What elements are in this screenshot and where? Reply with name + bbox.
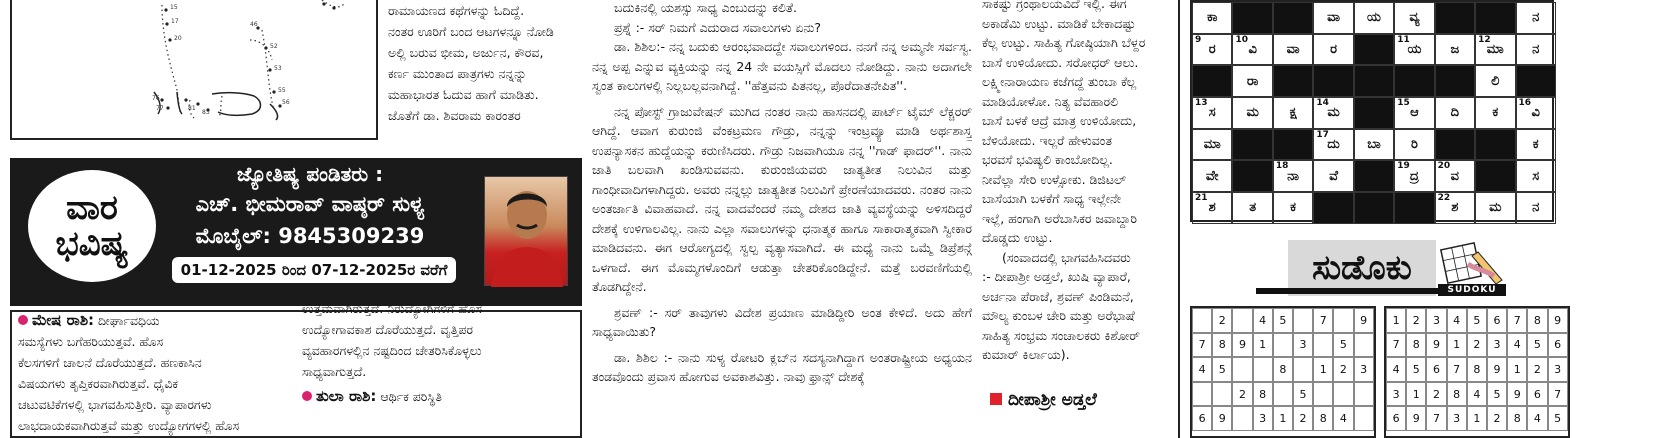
clue-number: 13 bbox=[1195, 98, 1208, 109]
sudoku-cell: 4 bbox=[1467, 382, 1487, 407]
text-line: ಕುಮಾರ್ ಕಿರ್ಲಾಯ). bbox=[982, 347, 1070, 362]
sudoku-cell: 9 bbox=[1406, 406, 1426, 431]
clue-number: 21 bbox=[1195, 193, 1208, 204]
cell-letter: ದಿ bbox=[1450, 105, 1460, 121]
crossword-block bbox=[1394, 65, 1434, 97]
sudoku-title: ಸುಡೊಕು bbox=[1288, 240, 1436, 296]
sudoku-cell: 8 bbox=[1273, 357, 1293, 382]
cell-letter: ಕ bbox=[1290, 200, 1297, 216]
crossword-cell bbox=[1192, 192, 1232, 224]
clue-number: 11 bbox=[1397, 34, 1410, 45]
crossword-block bbox=[1394, 192, 1434, 224]
cell-letter: ವೇ bbox=[1205, 168, 1219, 184]
author-name: ದೀಪಾಶ್ರೀ ಅಡ್ತಲೆ bbox=[1008, 390, 1097, 410]
svg-text:15: 15 bbox=[170, 4, 178, 11]
crossword-cell bbox=[1354, 129, 1394, 161]
cell-letter: ನ bbox=[1532, 10, 1540, 26]
svg-text:20: 20 bbox=[174, 35, 182, 42]
sudoku-cell bbox=[1313, 333, 1333, 358]
sudoku-cell: 3 bbox=[1293, 333, 1313, 358]
sudoku-cell: 6 bbox=[1487, 308, 1507, 333]
sudoku-cell: 8 bbox=[1527, 308, 1547, 333]
text-line: ಬಾಸೆ ಬಳಕೆ ಆದ್ರೆ ಮಾತ್ರ ಉಳಿಯೋದು, bbox=[982, 113, 1137, 128]
sudoku-cell bbox=[1354, 382, 1374, 407]
clue-number: 19 bbox=[1397, 161, 1410, 172]
astrologer-label: ಜ್ಯೋತಿಷ್ಯ ಪಂಡಿತರು : bbox=[236, 162, 384, 186]
sudoku-cell: 5 bbox=[1548, 406, 1568, 431]
sudoku-cell: 9 bbox=[1426, 333, 1446, 358]
cell-letter: ವಾ bbox=[1327, 10, 1340, 26]
bullet-icon bbox=[18, 315, 28, 325]
sudoku-cell: 9 bbox=[1507, 382, 1527, 407]
sudoku-cell: 3 bbox=[1548, 357, 1568, 382]
sudoku-cell: 7 bbox=[1386, 333, 1406, 358]
svg-text:81: 81 bbox=[188, 105, 196, 112]
text-line: ಕೆಲಸಗಳಿಗೆ ಚಾಲನೆ ದೊರೆಯುತ್ತದೆ. ಹಣಕಾಸಿನ bbox=[18, 355, 202, 370]
crossword-cell bbox=[1394, 160, 1434, 192]
dot-to-dot-puzzle bbox=[10, 0, 378, 140]
right-rashi-block bbox=[302, 298, 578, 407]
cell-letter: ಬಾ bbox=[1367, 137, 1381, 153]
text-line: ಉತ್ತಮವಾಗಿರುತ್ತದೆ. ನಿರುದ್ಯೋಗಿಗಳಿಗೆ ಹೊಸ bbox=[302, 301, 483, 316]
clue-number: 16 bbox=[1518, 98, 1532, 109]
article-column-3 bbox=[982, 0, 1174, 388]
crossword-block bbox=[1354, 34, 1394, 66]
crossword-block bbox=[1435, 65, 1475, 97]
crossword-cell bbox=[1394, 34, 1434, 66]
sudoku-cell: 8 bbox=[1507, 406, 1527, 431]
weekly-horoscope-logo bbox=[28, 170, 156, 282]
cell-letter: ವಿ bbox=[1248, 42, 1257, 58]
cell-letter: ದು bbox=[1327, 137, 1340, 153]
cell-letter: ಕ bbox=[1492, 105, 1499, 121]
crossword-block bbox=[1516, 65, 1556, 97]
crossword-block bbox=[1475, 129, 1515, 161]
sudoku-cell: 3 bbox=[1426, 308, 1446, 333]
crossword-block bbox=[1192, 65, 1232, 97]
cell-letter: ಯ bbox=[1407, 42, 1422, 58]
crossword-cell bbox=[1273, 192, 1313, 224]
crossword-block bbox=[1313, 192, 1353, 224]
text-line: ಅರ್ಚನಾ ಪೆರಾಜೆ, ಶ್ರವಣ್ ಪಿಂಡಿಮನೆ, bbox=[982, 288, 1134, 304]
sudoku-cell: 5 bbox=[1212, 357, 1232, 382]
sudoku-cell: 7 bbox=[1313, 308, 1333, 333]
sudoku-cell: 9 bbox=[1232, 333, 1252, 358]
crossword-cell bbox=[1313, 2, 1353, 34]
sudoku-cell bbox=[1333, 308, 1353, 333]
sudoku-cell bbox=[1273, 333, 1293, 358]
sudoku-cell: 2 bbox=[1333, 357, 1353, 382]
crossword-block bbox=[1475, 2, 1515, 34]
svg-text:17: 17 bbox=[171, 18, 179, 25]
text-line: ಸಾಕಷ್ಟು ಗ್ರಂಥಾಲಯವಿದೆ ಇಲ್ಲಿ. ಈಗ bbox=[982, 0, 1127, 11]
sudoku-cell: 8 bbox=[1467, 357, 1487, 382]
sudoku-cell: 7 bbox=[1192, 333, 1212, 358]
sudoku-cell bbox=[1232, 406, 1252, 431]
sudoku-cell bbox=[1333, 382, 1353, 407]
sudoku-cell: 5 bbox=[1333, 333, 1353, 358]
sudoku-cell: 4 bbox=[1386, 357, 1406, 382]
crossword-block bbox=[1232, 160, 1272, 192]
sudoku-cell bbox=[1192, 308, 1212, 333]
sudoku-cell: 1 bbox=[1273, 406, 1293, 431]
cell-letter: ಕಾ bbox=[1206, 10, 1218, 26]
text-line: ಮೌಲ್ಯ ಕುಂಬಳ ಚೇರಿ ಮತ್ತು ಅರೆಭಾಷೆ bbox=[982, 308, 1135, 323]
rashi-title-tula: ತುಲಾ ರಾಶಿ: bbox=[316, 387, 377, 405]
clue-number: 20 bbox=[1437, 161, 1451, 172]
cell-letter: ರಿ bbox=[1410, 137, 1418, 153]
text-line: ಆರ್ಥಿಕ ಪರಿಸ್ಥಿತಿ bbox=[380, 389, 442, 404]
svg-text:83: 83 bbox=[202, 109, 210, 116]
sudoku-cell: 7 bbox=[1507, 308, 1527, 333]
rashi-title-mesha: ಮೇಷ ರಾಶಿ: bbox=[32, 311, 95, 329]
sudoku-cell: 8 bbox=[1253, 382, 1273, 407]
crossword-cell bbox=[1192, 97, 1232, 129]
sudoku-cell: 1 bbox=[1406, 382, 1426, 407]
clue-number: 22 bbox=[1437, 193, 1451, 204]
text-line: (ಸಂವಾದದಲ್ಲಿ ಭಾಗವಹಿಸಿದವರು bbox=[1002, 249, 1131, 265]
cell-letter: ಮ bbox=[1489, 200, 1502, 216]
sudoku-cell: 6 bbox=[1426, 357, 1446, 382]
cell-letter: ದ್ರ bbox=[1409, 168, 1419, 184]
sudoku-cell: 9 bbox=[1354, 308, 1374, 333]
text-line: ಇಲ್ಲೆ, ಹಂಗಾಗಿ ಅರೆಬಾಸಿಕರ ಜವಾಬ್ದಾರಿ bbox=[982, 210, 1138, 226]
cell-letter: ವಿ bbox=[1531, 105, 1540, 121]
sudoku-cell: 3 bbox=[1487, 333, 1507, 358]
sudoku-cell: 6 bbox=[1386, 406, 1406, 431]
sudoku-cell: 9 bbox=[1212, 406, 1232, 431]
sudoku-puzzle-grid bbox=[1190, 306, 1376, 438]
sudoku-cell: 2 bbox=[1467, 333, 1487, 358]
paragraph: ಬದುಕಿನಲ್ಲಿ ಯಶಸ್ಸು ಸಾಧ್ಯ ಎಂಬುದನ್ನು ಕಲಿತೆ. bbox=[614, 0, 797, 15]
cell-letter: ರ bbox=[1208, 42, 1216, 58]
clue-number: 17 bbox=[1316, 129, 1329, 140]
crossword-cell bbox=[1354, 2, 1394, 34]
crossword-cell bbox=[1192, 2, 1232, 34]
cell-letter: ಮ bbox=[1246, 105, 1259, 121]
crossword-cell bbox=[1313, 129, 1353, 161]
sudoku-cell: 5 bbox=[1293, 382, 1313, 407]
cell-letter: ಶ bbox=[1451, 200, 1459, 216]
pencil-grid-icon bbox=[1438, 240, 1508, 288]
crossword-cell bbox=[1516, 160, 1556, 192]
question: ಶ್ರವಣ್ :- ಸರ್ ತಾವುಗಳು ವಿದೇಶ ಪ್ರಯಾಣ ಮಾಡಿದ್ದೀರಿ ಅಂತ ಕೇಳಿದೆ. ಅದು ಹೇಗೆ ಸಾಧ್ಯವಾಯಿತು? bbox=[592, 304, 972, 339]
text-line: ಬಾಸೆ ಉಳಿಯೋದು. ಸರೋಧರ್ ಆಲು. bbox=[982, 54, 1139, 70]
text-line: :- ದೀಪಾಶ್ರೀ ಅಡ್ತಲೆ, ಖುಷಿ ವ್ಯಾಪಾರೆ, bbox=[982, 269, 1131, 284]
crossword-cell bbox=[1232, 97, 1272, 129]
cell-letter: ನ bbox=[1532, 200, 1540, 216]
mesha-rashi-block bbox=[18, 300, 294, 436]
text-line: ಬಾಸೆಯಾಗಿ ಬಳಕೆಗೆ ಸಾಧ್ಯ ಇಲ್ಲೇನೇ bbox=[982, 191, 1121, 206]
clue-number: 18 bbox=[1275, 161, 1289, 172]
sudoku-cell bbox=[1212, 382, 1232, 407]
sudoku-cell bbox=[1273, 382, 1293, 407]
cell-letter: ವ್ಯ bbox=[1409, 10, 1420, 26]
sudoku-cell: 7 bbox=[1548, 382, 1568, 407]
sudoku-cell bbox=[1354, 333, 1374, 358]
sudoku-cell: 7 bbox=[1426, 406, 1446, 431]
cell-letter: ನಾ bbox=[1287, 168, 1299, 184]
sudoku-cell: 1 bbox=[1313, 357, 1333, 382]
sudoku-cell: 3 bbox=[1354, 357, 1374, 382]
cell-letter: ಮ bbox=[1327, 105, 1340, 121]
sudoku-cell: 1 bbox=[1386, 308, 1406, 333]
crossword-cell bbox=[1273, 160, 1313, 192]
cell-letter: ಲಿ bbox=[1491, 73, 1500, 89]
crossword-cell bbox=[1516, 34, 1556, 66]
logo-line-2: ಭವಿಷ್ಯ bbox=[55, 224, 129, 264]
text-line: ಅಲ್ಲಿ ಬರುವ ಭೀಮ, ಅರ್ಜುನ, ಕೌರವ, bbox=[388, 45, 544, 60]
cell-letter: ಸ bbox=[1208, 105, 1216, 121]
crossword-block bbox=[1435, 2, 1475, 34]
crossword-cell bbox=[1273, 34, 1313, 66]
crossword-cell bbox=[1475, 192, 1515, 224]
cell-letter: ಕ್ಷ bbox=[1289, 105, 1297, 121]
clue-number: 12 bbox=[1478, 34, 1491, 45]
sudoku-cell: 4 bbox=[1527, 406, 1547, 431]
svg-text:55: 55 bbox=[278, 87, 286, 94]
sudoku-cell: 2 bbox=[1293, 406, 1313, 431]
sudoku-cell bbox=[1232, 357, 1252, 382]
sudoku-cell: 5 bbox=[1406, 357, 1426, 382]
cell-letter: ವೆ bbox=[1329, 168, 1338, 184]
crossword-cell bbox=[1192, 129, 1232, 161]
crossword-cell bbox=[1516, 192, 1556, 224]
crossword-cell bbox=[1192, 34, 1232, 66]
cell-letter: ರ bbox=[1330, 42, 1337, 58]
sudoku-cell: 2 bbox=[1487, 406, 1507, 431]
sudoku-cell: 2 bbox=[1212, 308, 1232, 333]
sudoku-cell: 1 bbox=[1507, 357, 1527, 382]
astrologer-photo bbox=[484, 176, 568, 286]
paragraph: ಡಾ. ಶಿಶಿಲ :- ನಾನು ಸುಳ್ಯ ರೋಟರಿ ಕ್ಲಬ್‌ನ ಸದಸ್ಯನಾಗಿದ್ದಾಗ ಅಂತರಾಷ್ಟ್ರೀಯ ಅಧ್ಯಯನ ತಂಡವೊಂದು ಪ್ರವಾಸ ಹೋಗುವ ಅವಕಾಶವಿತ್ತು. ನಾವು ಫ್ರಾನ್ಸ್ ದೇಶಕ್ಕೆ bbox=[592, 349, 972, 384]
text-line: ಅಕಾಡೆಮಿ ಉಟ್ಟು. ಮಾಡಿಕೆ ಬೇಕಾದಷ್ಟು bbox=[982, 15, 1136, 31]
sudoku-tag: SUDOKU bbox=[1438, 284, 1506, 296]
svg-text:76: 76 bbox=[152, 95, 160, 102]
cell-letter: ತ bbox=[1249, 200, 1257, 216]
sudoku-cell bbox=[1253, 357, 1273, 382]
svg-text:52: 52 bbox=[270, 43, 278, 50]
text-line: ನಂತರ ಊರಿಗೆ ಬಂದ ಆಟಗಳನ್ನೂ ನೋಡಿ bbox=[388, 24, 554, 39]
crossword-cell bbox=[1232, 192, 1272, 224]
sudoku-cell: 4 bbox=[1507, 333, 1527, 358]
clue-number: 15 bbox=[1397, 98, 1410, 109]
cell-letter: ಸ bbox=[1532, 168, 1540, 184]
sudoku-cell: 1 bbox=[1447, 333, 1467, 358]
cell-letter: ವಾ bbox=[1286, 42, 1300, 58]
crossword-cell bbox=[1192, 160, 1232, 192]
crossword-cell bbox=[1232, 65, 1272, 97]
clue-number: 10 bbox=[1235, 34, 1248, 45]
sudoku-cell: 4 bbox=[1447, 308, 1467, 333]
crossword-cell bbox=[1313, 160, 1353, 192]
svg-text:56: 56 bbox=[282, 99, 290, 106]
text-line: ಉದ್ಯೋಗಾವಕಾಶ ದೊರೆಯುತ್ತದೆ. ವೃತ್ತಿಪರ bbox=[302, 322, 473, 337]
text-line: ಮಹಾಭಾರತ ಓದುವ ಹಾಗೆ ಮಾಡಿತು. bbox=[388, 87, 539, 102]
sudoku-cell bbox=[1293, 308, 1313, 333]
cell-letter: ಕ bbox=[1532, 137, 1539, 153]
clue-number: 9 bbox=[1195, 34, 1202, 45]
svg-text:46: 46 bbox=[250, 21, 258, 28]
crossword-cell bbox=[1232, 34, 1272, 66]
bullet-icon bbox=[302, 391, 312, 401]
text-line: ದೊಡ್ಡದು ಉಟ್ಟು. bbox=[982, 230, 1053, 245]
cell-letter: ಮಾ bbox=[1203, 137, 1221, 153]
paragraph: ನನ್ನ ಪೋಸ್ಟ್ ಗ್ರಾಜುವೇಷನ್ ಮುಗಿದ ನಂತರ ನಾನು ಹಾಸನದಲ್ಲಿ ಪಾರ್ಟ್ ಟೈಮ್ ಲೆಕ್ಚರರ್ ಆಗಿದ್ದೆ. ಆವಾಗ ಕುರುಂಜಿ ವೆಂಕಟ್ರಮಣ ಗೌಡ್ರು, ನನ್ನನ್ನು ಇಂಟ್ರವ್ಯೂ ಮಾಡಿ ಅರ್ಥಶಾಸ್ತ್ರ ಉಪನ್ಯಾಸಕನ ಹುದ್ದೆಯನ್ನು ಕರುಣಿಸಿದರು. ಗೌಡ್ರು ನಿಜವಾಗಿಯೂ ನನ್ನ ''ಗಾಡ್ ಫಾದರ್''. ನಾನು ಜಾತಿ ಬಲವಾಗಿ ಖಂಡಿಸುವವನು. ಕುರುಂಜಿಯವರು ಜಾತ್ಯತೀತ ನಿಲುವಿನ ಮತ್ತು ಗಾಂಧೀವಾದಿಗಳಾಗಿದ್ದರು. ಅವರು ನನ್ನಲ್ಲು ಜಾತ್ಯತೀತ ನಿಲುವಿಗೆ ಪ್ರೇರಣೆಯಾದವರು. ನಂತರ ನಾನು ಅಂತರ್ಜಾತಿ ವಿವಾಹವಾದೆ. ನನ್ನ ವಾದವೆಂದರೆ ನಮ್ಮ ದೇಶದ ಜಾತಿ ವ್ಯವಸ್ಥೆಯನ್ನು ಅಳಿಸದಿದ್ದರೆ ದೇಶಕ್ಕೆ ಉಳಿಗಾಲವಿಲ್ಲ. ನಾನು ಎಲ್ಲಾ ಸವಾಲುಗಳನ್ನು ಧನಾತ್ಮಕ ಹಾಗೂ ಸಾಕಾರಾತ್ಮಕವಾಗಿ ಸ್ವೀಕಾರ ಮಾಡಿದವನು. ಈಗ ಆರೋಗ್ಯದಲ್ಲಿ ಸ್ವಲ್ಪ ವ್ಯತ್ಯಾಸವಾಗಿದೆ. ಈ ಮಧ್ಯೆ ನಾನು ಒಮ್ಮೆ ಡಿಪ್ರೆಶನ್ಗೆ ಒಳಗಾದೆ. ಈಗ ಮೊಮ್ಮಗಳೊಂದಿಗೆ ಆಡುತ್ತಾ ಚೇತರಿಕೊಂಡಿದ್ದೇನೆ. ಮತ್ತೆ ಬರವಣಿಗೆಯಲ್ಲಿ ತೊಡಗಿದ್ದೇನೆ. bbox=[592, 103, 972, 294]
crossword-block bbox=[1354, 65, 1394, 97]
cell-letter: ಮಾ bbox=[1486, 42, 1504, 58]
svg-text:77: 77 bbox=[156, 105, 164, 112]
crossword-block bbox=[1435, 129, 1475, 161]
crossword-block bbox=[1313, 65, 1353, 97]
crossword-cell bbox=[1394, 129, 1434, 161]
sudoku-cell: 2 bbox=[1426, 382, 1446, 407]
red-square-icon bbox=[990, 393, 1002, 405]
sudoku-cell: 5 bbox=[1273, 308, 1293, 333]
cell-letter: ನ bbox=[1532, 42, 1540, 58]
crossword-grid bbox=[1190, 0, 1554, 222]
text-line: ಸಾಹಿತ್ಯ ಸಂಭ್ರಮ ಸಂಚಾಲಕರು ಕಿಶೋರ್ bbox=[982, 327, 1140, 343]
crossword-block bbox=[1273, 65, 1313, 97]
clue-number: 14 bbox=[1316, 98, 1329, 109]
sudoku-cell: 1 bbox=[1253, 333, 1273, 358]
cell-letter: ಆ bbox=[1410, 105, 1419, 121]
sudoku-solution-grid bbox=[1384, 306, 1570, 438]
text-line: ಲಾಭದಾಯಕವಾಗಿರುತ್ತವೆ ಮತ್ತು ಉದ್ಯೋಗಗಳಲ್ಲಿ ಹೊಸ bbox=[18, 418, 240, 433]
date-range: 01-12-2025 ರಿಂದ 07-12-2025ರ ವರೆಗೆ bbox=[172, 257, 456, 283]
author-byline bbox=[990, 390, 1097, 410]
text-line: ಬೆಳಿಯೋದು. ಇಲ್ಲರೆ ಹೇಳುವಂತ bbox=[982, 132, 1112, 148]
sudoku-cell: 3 bbox=[1253, 406, 1273, 431]
sudoku-cell: 5 bbox=[1467, 308, 1487, 333]
crossword-block bbox=[1475, 160, 1515, 192]
interview-column bbox=[592, 0, 972, 438]
text-line: ವಿಷಯಗಳು ತೃಪ್ತಿಕರವಾಗಿರುತ್ತವೆ. ಧೈವಿಕ bbox=[18, 376, 179, 391]
sudoku-cell: 2 bbox=[1232, 382, 1252, 407]
sudoku-cell bbox=[1354, 406, 1374, 431]
crossword-cell bbox=[1435, 160, 1475, 192]
text-line: ನೀವೆಲ್ಲಾ ಸೇರಿ ಉಳ್ಸೋಕು. ಡಿಜಿಟಲ್ bbox=[982, 171, 1127, 187]
crossword-block bbox=[1232, 2, 1272, 34]
text-line: ಚಟುವಟಿಕೆಗಳಲ್ಲಿ ಭಾಗವಹಿಸುತ್ತೀರಿ. ವ್ಯಾಪಾರಗಳು bbox=[18, 397, 212, 412]
crossword-block bbox=[1354, 160, 1394, 192]
text-line: ಕರ್ಣ ಮುಂತಾದ ಪಾತ್ರಗಳು ನನ್ನನ್ನು bbox=[388, 66, 527, 81]
sudoku-cell: 4 bbox=[1192, 357, 1212, 382]
text-line: ದೀರ್ಘಾವಧಿಯ bbox=[98, 313, 160, 328]
astrologer-name: ಎಚ್. ಭೀಮರಾವ್ ವಾಷ್ಠರ್ ಸುಳ್ಯ bbox=[195, 192, 425, 216]
dot-to-dot-drawing bbox=[12, 0, 376, 138]
cell-letter: ವ bbox=[1450, 168, 1460, 184]
sudoku-cell: 5 bbox=[1487, 382, 1507, 407]
sudoku-cell: 5 bbox=[1527, 333, 1547, 358]
cell-letter: ಶ bbox=[1208, 200, 1216, 216]
crossword-cell bbox=[1435, 192, 1475, 224]
crossword-cell bbox=[1313, 97, 1353, 129]
sudoku-cell: 4 bbox=[1333, 406, 1353, 431]
svg-text:53: 53 bbox=[274, 65, 282, 72]
sudoku-cell: 3 bbox=[1447, 406, 1467, 431]
text-line: ಸಮಸ್ಯೆಗಳು ಬಗೆಹರಿಯುತ್ತವೆ. ಹೊಸ bbox=[18, 334, 164, 349]
text-line: ಸಾಧ್ಯವಾಗುತ್ತದೆ. bbox=[302, 364, 367, 379]
title-underline bbox=[1256, 288, 1456, 294]
logo-line-1: ವಾರ bbox=[66, 188, 118, 228]
sudoku-cell: 6 bbox=[1527, 382, 1547, 407]
text-line: ವ್ಯವಹಾರಗಳಲ್ಲಿನ ನಷ್ಟದಿಂದ ಚೇತರಿಸಿಕೊಳ್ಳಲು bbox=[302, 343, 482, 358]
crossword-block bbox=[1232, 129, 1272, 161]
sudoku-cell: 9 bbox=[1548, 308, 1568, 333]
sudoku-cell: 2 bbox=[1406, 308, 1426, 333]
sudoku-cell: 8 bbox=[1406, 333, 1426, 358]
crossword-cell bbox=[1516, 129, 1556, 161]
text-line: ರಾಮಾಯಣದ ಕಥೆಗಳನ್ನು ಓದಿದ್ದೆ. bbox=[388, 3, 525, 18]
crossword-cell bbox=[1475, 97, 1515, 129]
text-line: ಲಕ್ಷ್ಮೀನಾರಾಯಣ ಕಜೆಗದ್ದೆ ತುಂಬಾ ಕೆಲ್ಲ bbox=[982, 74, 1137, 89]
text-line: ಜೊತೆಗೆ ಡಾ. ಶಿವರಾಮ ಕಾರಂತರ bbox=[388, 108, 521, 123]
sudoku-cell: 6 bbox=[1192, 406, 1212, 431]
crossword-cell bbox=[1273, 97, 1313, 129]
crossword-block bbox=[1354, 97, 1394, 129]
cell-letter: ರಾ bbox=[1246, 73, 1259, 89]
paragraph: ಡಾ. ಶಿಶಿಲ:- ನನ್ನ ಬದುಕು ಆರಂಭವಾದದ್ದೇ ಸವಾಲುಗಳಿಂದ. ನನಗೆ ನನ್ನ ಅಮ್ಮನೇ ಸರ್ವಸ್ವ. ನನ್ನ ಅಪ್ಪ ಎನ್ನುವ ವ್ಯಕ್ತಿಯನ್ನು ನನ್ನ 24 ನೇ ವಯಸ್ಸಿಗೆ ಮೊದಲು ನೋಡಿದ್ದು. ನಾನು ಅದಾಗಲೇ ಸ್ವಂತ ಕಾಲುಗಳಲ್ಲಿ ನಿಲ್ಲಬಲ್ಲವನಾಗಿದ್ದೆ. ''ಹೆತ್ತವನು ಪಿತನಲ್ಲ, ಪೊರೆದಾತನೇಪಿತ''. bbox=[592, 39, 972, 93]
article-column-1 bbox=[388, 0, 582, 140]
sudoku-cell: 1 bbox=[1467, 406, 1487, 431]
astrologer-mobile: ಮೊಬೈಲ್: 9845309239 bbox=[195, 224, 425, 248]
crossword-cell bbox=[1475, 65, 1515, 97]
crossword-block bbox=[1273, 2, 1313, 34]
crossword-cell bbox=[1394, 2, 1434, 34]
sudoku-cell: 4 bbox=[1253, 308, 1273, 333]
crossword-cell bbox=[1435, 97, 1475, 129]
sudoku-cell: 6 bbox=[1548, 333, 1568, 358]
text-line: ಕೆಲ್ಲ ಉಟ್ಟು. ಸಾಹಿತ್ಯ ಗೋಷ್ಠಿಯಾಗಿ ಬೆಳ್ದರ bbox=[982, 35, 1146, 50]
sudoku-cell bbox=[1313, 382, 1333, 407]
question: ಪ್ರಶ್ನೆ :- ಸರ್ ನಿಮಗೆ ಎದುರಾದ ಸವಾಲುಗಳು ಏನು? bbox=[614, 19, 822, 35]
sudoku-cell bbox=[1293, 357, 1313, 382]
cell-letter: ಜ bbox=[1450, 42, 1460, 58]
sudoku-cell bbox=[1192, 382, 1212, 407]
sudoku-cell: 9 bbox=[1487, 357, 1507, 382]
sudoku-cell: 7 bbox=[1447, 357, 1467, 382]
crossword-cell bbox=[1516, 97, 1556, 129]
crossword-cell bbox=[1475, 34, 1515, 66]
horoscope-predictions bbox=[10, 301, 582, 438]
crossword-cell bbox=[1435, 34, 1475, 66]
sudoku-pencil-icon bbox=[1438, 240, 1508, 288]
crossword-block bbox=[1354, 192, 1394, 224]
sudoku-cell: 8 bbox=[1447, 382, 1467, 407]
text-line: ಭರವಸೆ ಭವಿಷ್ಯಲಿ ಕಾಂಬೋದಿಲ್ಲ. bbox=[982, 152, 1113, 167]
sudoku-cell: 3 bbox=[1386, 382, 1406, 407]
crossword-cell bbox=[1516, 2, 1556, 34]
sudoku-cell: 2 bbox=[1527, 357, 1547, 382]
crossword-block bbox=[1273, 129, 1313, 161]
sudoku-cell bbox=[1232, 308, 1252, 333]
sudoku-cell: 8 bbox=[1313, 406, 1333, 431]
portrait-illustration bbox=[485, 177, 569, 287]
crossword-cell bbox=[1394, 97, 1434, 129]
cell-letter: ಯ bbox=[1367, 10, 1381, 26]
text-line: ಮಾಡಿಯೋಳೋ. ನಿತ್ಯ ವೆವಹಾರಲಿ bbox=[982, 93, 1119, 109]
sudoku-cell: 8 bbox=[1212, 333, 1232, 358]
crossword-cell bbox=[1313, 34, 1353, 66]
column-divider bbox=[1178, 0, 1180, 438]
